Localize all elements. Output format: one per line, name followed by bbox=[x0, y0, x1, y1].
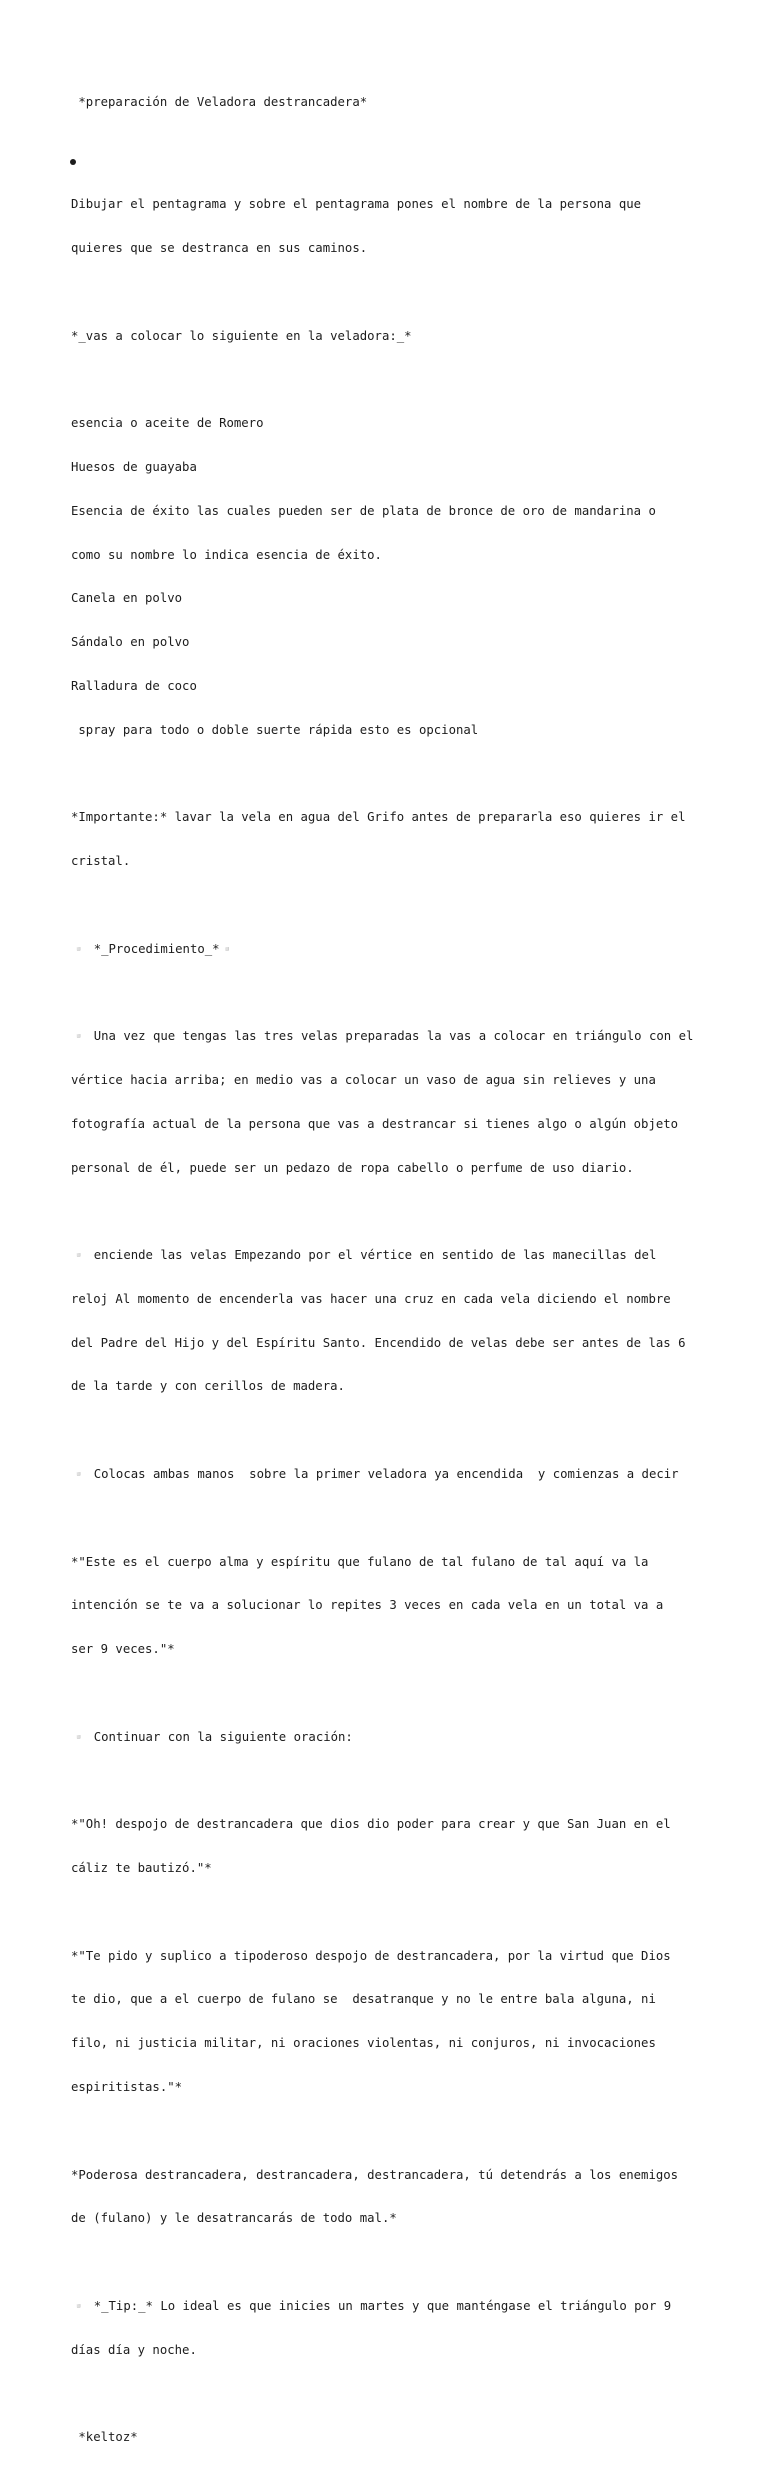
ingredients-list bbox=[71, 387, 711, 766]
text-line: *"Oh! despojo de destrancadera que dios dio poder para crear y que San Juan en el bbox=[71, 1817, 671, 1832]
text-line: *"Este es el cuerpo alma y espíritu que fulano de tal fulano de tal aquí va la bbox=[71, 1554, 649, 1569]
text-line: de la tarde y con cerillos de madera. bbox=[71, 1379, 345, 1394]
list-item: Huesos de guayaba bbox=[71, 460, 197, 475]
text-line: del Padre del Hijo y del Espíritu Santo. Encendido de velas debe ser antes de las 6 bbox=[71, 1335, 686, 1350]
text-line: ser 9 veces."* bbox=[71, 1642, 175, 1657]
text-line: quieres que se destranca en sus caminos. bbox=[71, 241, 368, 256]
prayer-1 bbox=[71, 1788, 711, 1905]
list-item: como su nombre lo indica esencia de éxito. bbox=[71, 547, 382, 562]
procedure-step-2 bbox=[71, 1219, 711, 1423]
text-line: espiritistas."* bbox=[71, 2079, 183, 2094]
text-line: te dio, que a el cuerpo de fulano se desatranque y no le entre bala alguna, ni bbox=[71, 1992, 656, 2007]
procedure-heading: ▫️ *_Procedimiento_*▫️ bbox=[71, 941, 235, 956]
text-line: de (fulano) y le desatrancarás de todo mal.* bbox=[71, 2211, 397, 2226]
text-line: *"Te pido y suplico a tipoderoso despojo de destrancadera, por la virtud que Dios bbox=[71, 1948, 671, 1963]
text-line: fotografía actual de la persona que vas a destrancar si tienes algo o algún objeto bbox=[71, 1116, 679, 1131]
text-line: *Importante:* lavar la vela en agua del Grifo antes de prepararla eso quieres ir el bbox=[71, 810, 686, 825]
text-line: reloj Al momento de encenderla vas hacer una cruz en cada vela diciendo el nombre bbox=[71, 1291, 671, 1306]
list-item: spray para todo o doble suerte rápida esto es opcional bbox=[71, 722, 479, 737]
text-line: vértice hacia arriba; en medio vas a colocar un vaso de agua sin relieves y una bbox=[71, 1072, 656, 1087]
list-item: Canela en polvo bbox=[71, 591, 183, 606]
text-line: ▫️ *_Tip:_* Lo ideal es que inicies un martes y que manténgase el triángulo por 9 bbox=[71, 2298, 672, 2313]
text-line: ▫️ Una vez que tengas las tres velas preparadas la vas a colocar en triángulo con el bbox=[71, 1029, 694, 1044]
list-item: esencia o aceite de Romero bbox=[71, 416, 264, 431]
text-line: Dibujar el pentagrama y sobre el pentagrama pones el nombre de la persona que bbox=[71, 197, 642, 212]
ingredients-heading: *_vas a colocar lo siguiente en la veladora:_* bbox=[71, 328, 412, 343]
text-line: ▫️ enciende las velas Empezando por el vértice en sentido de las manecillas del bbox=[71, 1248, 657, 1263]
text-line: personal de él, puede ser un pedazo de ropa cabello o perfume de uso diario. bbox=[71, 1160, 634, 1175]
signature: *keltoz* bbox=[71, 2430, 138, 2445]
procedure-step-3: ▫️ Colocas ambas manos sobre la primer veladora ya encendida y comienzas a decir bbox=[71, 1467, 679, 1481]
list-item: Sándalo en polvo bbox=[71, 635, 190, 650]
quote-intention bbox=[71, 1525, 711, 1686]
procedure-step-1 bbox=[71, 1000, 711, 1204]
bullet-dot-icon bbox=[70, 159, 76, 165]
text-line: intención se te va a solucionar lo repites 3 veces en cada vela en un total va a bbox=[71, 1598, 664, 1613]
text-line: días día y noche. bbox=[71, 2342, 197, 2357]
document-body bbox=[71, 66, 711, 2489]
document-title: *preparación de Veladora destrancadera* bbox=[71, 95, 368, 110]
text-line: cristal. bbox=[71, 854, 131, 869]
text-line: filo, ni justicia militar, ni oraciones violentas, ni conjuros, ni invocaciones bbox=[71, 2036, 656, 2051]
list-item: Ralladura de coco bbox=[71, 678, 197, 693]
procedure-step-4: ▫️ Continuar con la siguiente oración: bbox=[71, 1729, 353, 1744]
important-note bbox=[71, 781, 711, 898]
text-line: *Poderosa destrancadera, destrancadera, destrancadera, tú detendrás a los enemigos bbox=[71, 2167, 679, 2182]
tip-note bbox=[71, 2270, 711, 2387]
list-item: Esencia de éxito las cuales pueden ser de plata de bronce de oro de mandarina o bbox=[71, 503, 656, 518]
prayer-3 bbox=[71, 2138, 711, 2255]
paragraph-pentagram bbox=[71, 154, 711, 285]
text-line: cáliz te bautizó."* bbox=[71, 1861, 212, 1876]
prayer-2 bbox=[71, 1919, 711, 2123]
